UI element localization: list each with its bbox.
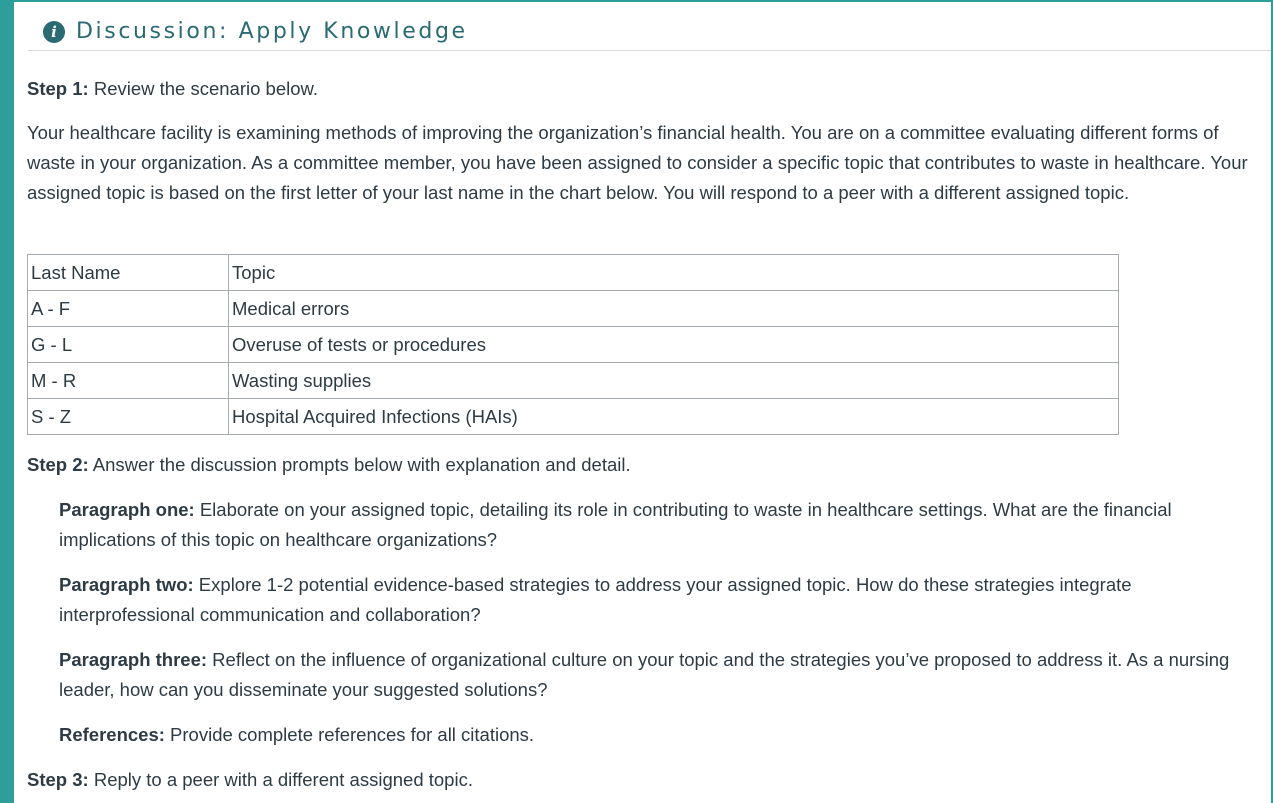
info-icon: i <box>43 21 65 43</box>
table-cell-topic: Wasting supplies <box>229 363 1119 399</box>
prompt-text: Explore 1-2 potential evidence-based strategies to address your assigned topic. How do these strategies integrate interprofessional communication and collaboration? <box>59 574 1132 625</box>
step-1-text: Review the scenario below. <box>88 78 319 99</box>
step-3 <box>27 765 473 795</box>
page-title: Discussion: Apply Knowledge <box>76 19 468 44</box>
prompt-paragraph-two <box>59 570 1249 630</box>
prompt-text: Elaborate on your assigned topic, detailing its role in contributing to waste in healthcare settings. What are the financial implications of this topic on healthcare organizations? <box>59 499 1172 550</box>
step-1 <box>27 74 318 104</box>
table-cell-last-name: G - L <box>28 327 229 363</box>
prompt-label: References: <box>59 724 165 745</box>
table-row <box>28 291 1119 327</box>
table-cell-last-name: S - Z <box>28 399 229 435</box>
table-cell-last-name: M - R <box>28 363 229 399</box>
step-2-label: Step 2: <box>27 454 89 475</box>
step-2 <box>27 450 631 480</box>
table-row <box>28 363 1119 399</box>
scenario-text: Your healthcare facility is examining methods of improving the organization’s financial health. You are on a committee evaluating different forms of waste in your organization. As a committee member, you have been assigned to consider a specific topic that contributes to waste in healthcare. Your assigned topic is based on the first letter of your last name in the chart below. You will respond to a peer with a different assigned topic. <box>27 122 1248 203</box>
prompt-text: Provide complete references for all citations. <box>164 724 535 745</box>
step-1-label: Step 1: <box>27 78 89 99</box>
step-3-text: Reply to a peer with a different assigned topic. <box>88 769 473 790</box>
table-header-cell: Topic <box>229 255 1119 291</box>
prompt-label: Paragraph one: <box>59 499 195 520</box>
prompt-text: Reflect on the influence of organizational culture on your topic and the strategies you’ve proposed to address it. As a nursing leader, how can you disseminate your suggested solutions? <box>59 649 1230 700</box>
topic-assignment-table <box>27 254 1119 435</box>
table-row <box>28 327 1119 363</box>
prompt-label: Paragraph two: <box>59 574 194 595</box>
step-3-label: Step 3: <box>27 769 89 790</box>
table-header-cell: Last Name <box>28 255 229 291</box>
table-cell-last-name: A - F <box>28 291 229 327</box>
step-2-text: Answer the discussion prompts below with explanation and detail. <box>88 454 631 475</box>
panel-header <box>28 16 1271 51</box>
prompt-label: Paragraph three: <box>59 649 208 670</box>
prompt-references <box>59 720 1249 750</box>
prompt-paragraph-three <box>59 645 1249 705</box>
table-cell-topic: Overuse of tests or procedures <box>229 327 1119 363</box>
table-cell-topic: Hospital Acquired Infections (HAIs) <box>229 399 1119 435</box>
table-header-row <box>28 255 1119 291</box>
table-cell-topic: Medical errors <box>229 291 1119 327</box>
prompt-paragraph-one <box>59 495 1249 555</box>
table-row <box>28 399 1119 435</box>
